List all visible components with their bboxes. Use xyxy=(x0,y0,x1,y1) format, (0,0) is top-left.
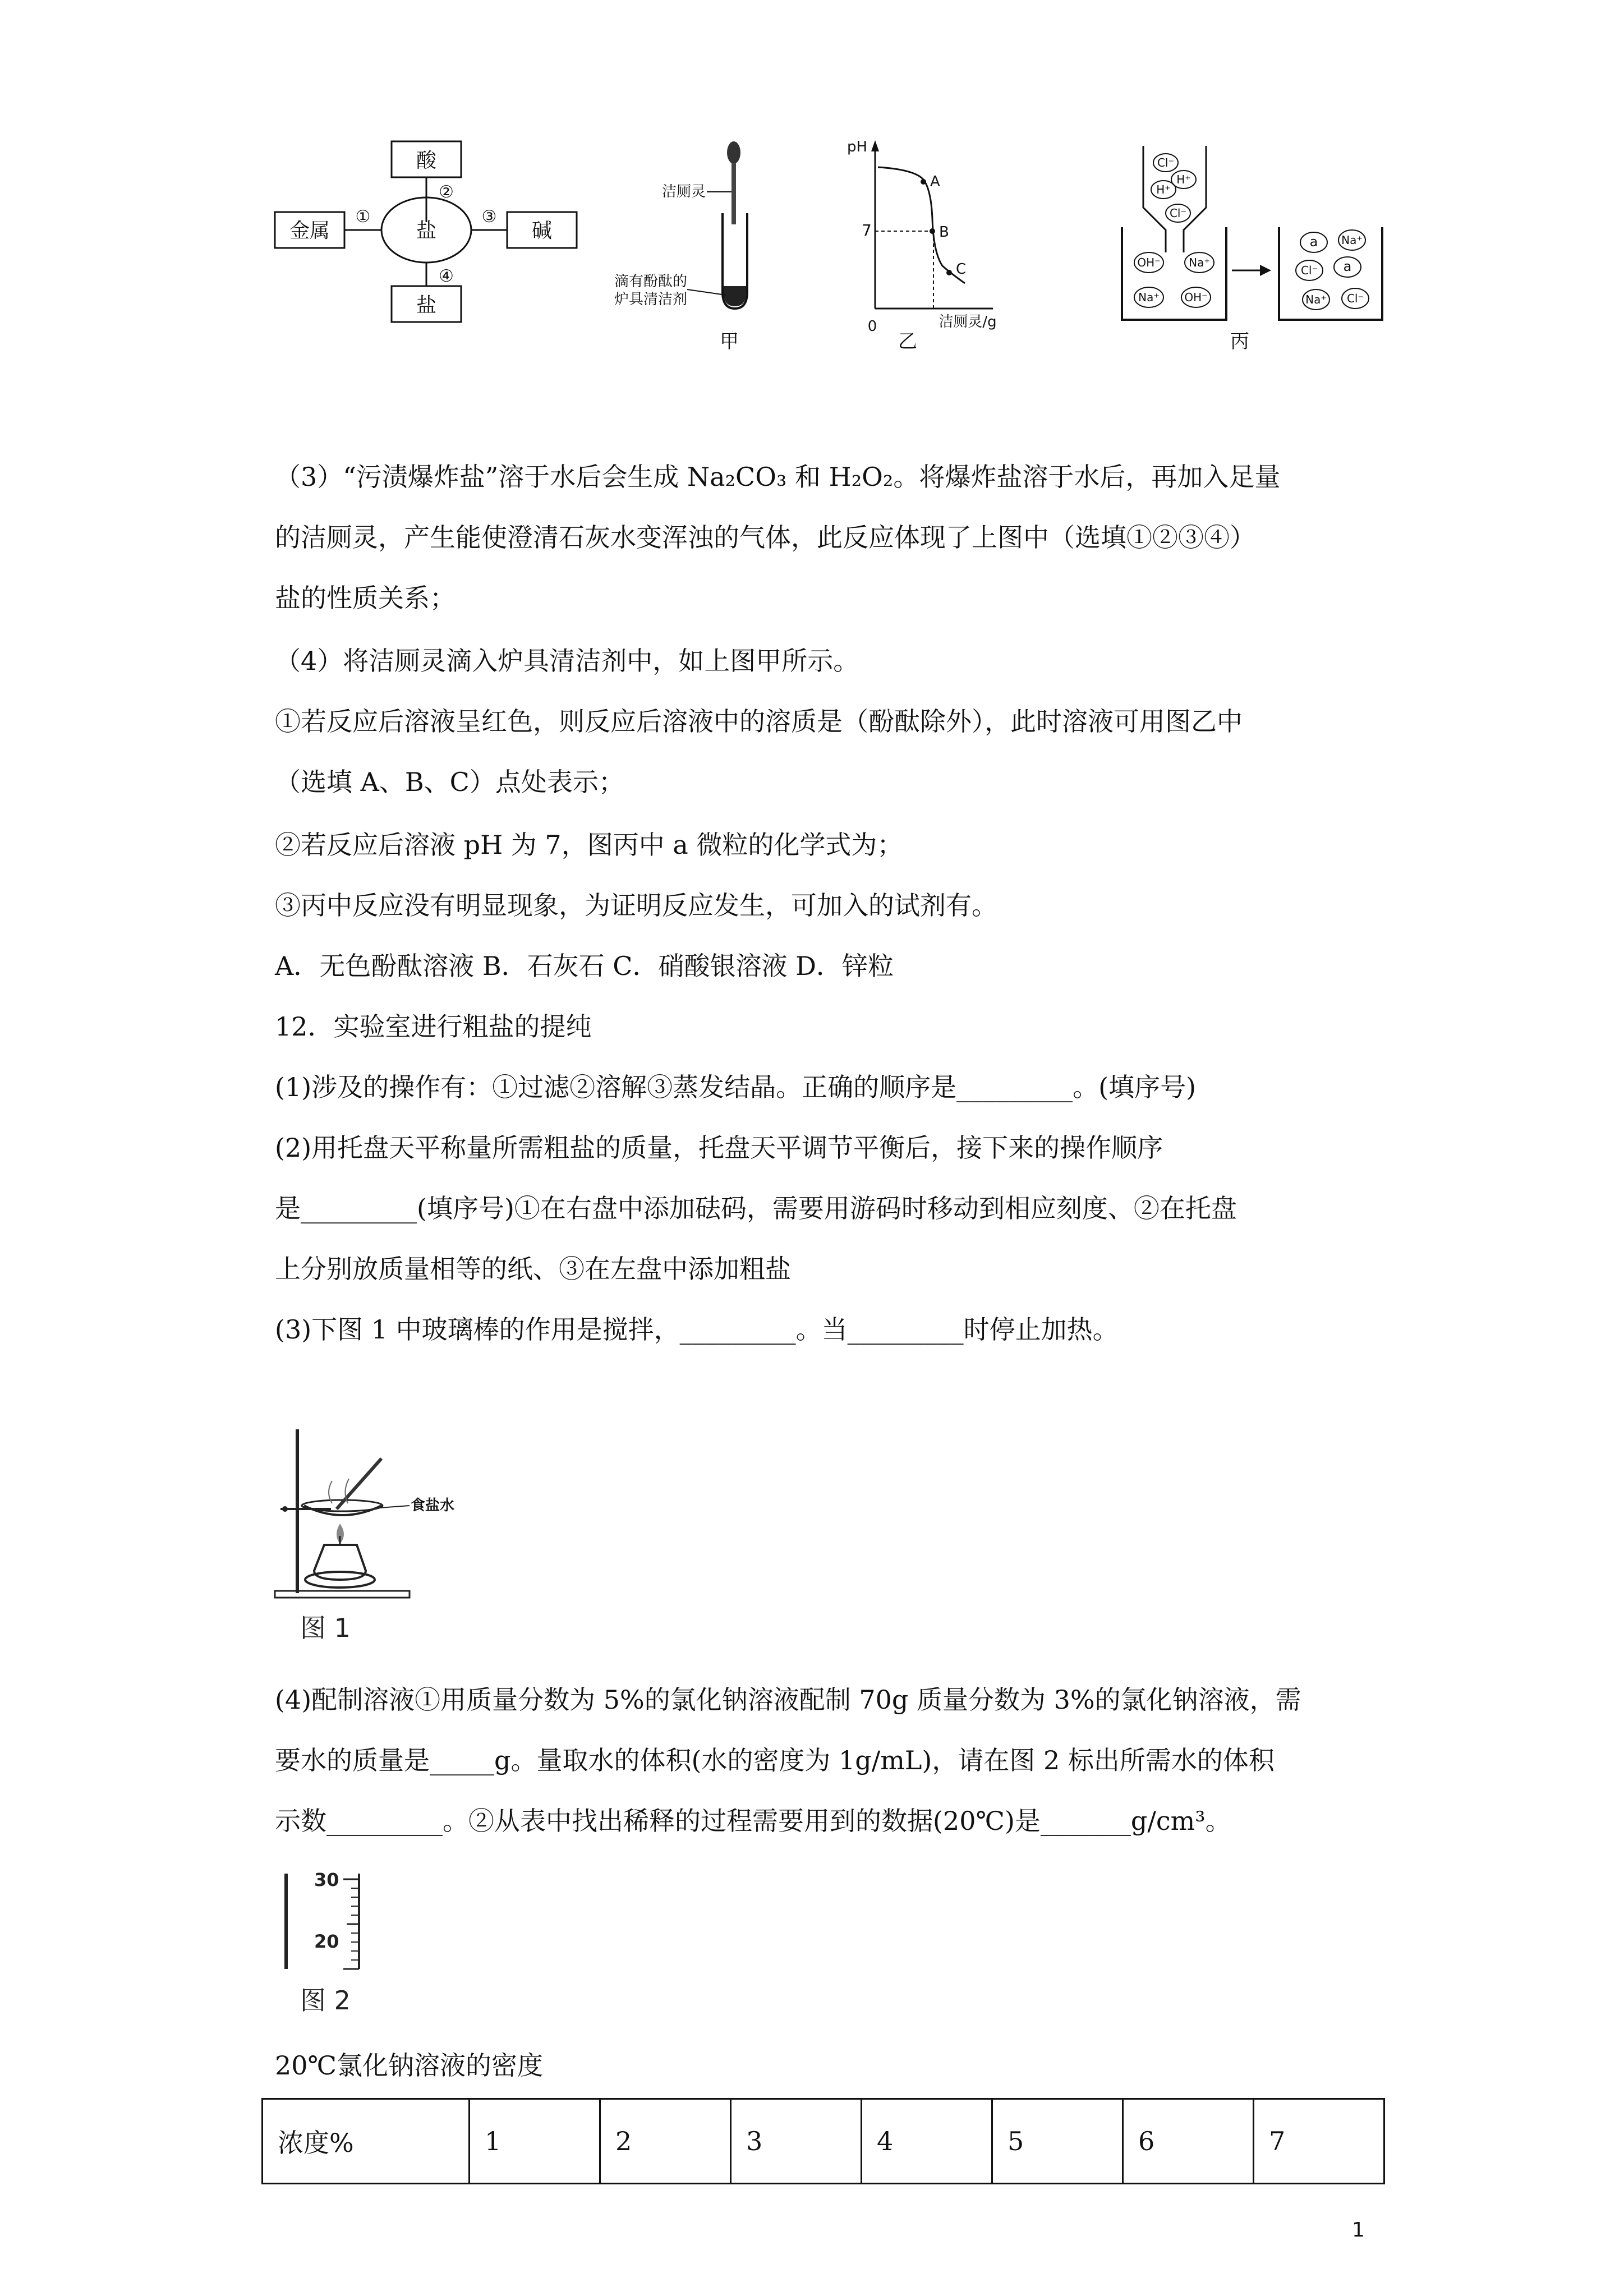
figure-2-cylinder xyxy=(275,1868,387,1975)
svg-text:Cl⁻: Cl⁻ xyxy=(1346,292,1364,305)
yi-point-c: C xyxy=(956,261,967,278)
text-line: 盐的性质关系； xyxy=(275,583,456,613)
table-row xyxy=(263,2099,1384,2184)
text-line: （选填 A、B、C）点处表示； xyxy=(275,767,624,797)
yi-point-a: A xyxy=(930,173,940,190)
figure-yi xyxy=(847,139,997,353)
text-line: （4）将洁厕灵滴入炉具清洁剂中，如上图甲所示。 xyxy=(275,646,859,676)
figure-1-caption: 图 1 xyxy=(300,1613,351,1643)
salt-bottom-label: 盐 xyxy=(416,294,437,317)
text-line: 12．实验室进行粗盐的提纯 xyxy=(275,1011,592,1042)
table-header-cell: 浓度% xyxy=(263,2099,470,2184)
text-line: 示数_________。②从表中找出稀释的过程需要用到的数据(20℃)是_______g/cm³。 xyxy=(275,1806,1231,1836)
table-cell: 6 xyxy=(1123,2099,1254,2184)
text-line: A．无色酚酞溶液 B．石灰石 C．硝酸银溶液 D．锌粒 xyxy=(275,951,894,981)
text-line: (1)涉及的操作有：①过滤②溶解③蒸发结晶。正确的顺序是_________。(填序号) xyxy=(275,1072,1197,1102)
table-cell: 2 xyxy=(600,2099,731,2184)
table-cell: 4 xyxy=(862,2099,992,2184)
figure-1-label: 食盐水 xyxy=(411,1497,455,1514)
cylinder-tick-30: 30 xyxy=(314,1869,339,1890)
bing-caption: 丙 xyxy=(1230,330,1249,353)
svg-text:Na⁺: Na⁺ xyxy=(1138,291,1160,304)
jia-caption: 甲 xyxy=(720,330,739,353)
jia-label-bottom-1: 滴有酚酞的 xyxy=(614,273,688,290)
text-line: (3)下图 1 中玻璃棒的作用是搅拌，_________。当_________时停止加热。 xyxy=(275,1314,1119,1345)
table-cell: 7 xyxy=(1254,2099,1384,2184)
salt-center-label: 盐 xyxy=(416,219,437,242)
jia-label-bottom-2: 炉具清洁剂 xyxy=(614,291,688,308)
relation-2-label: ② xyxy=(439,182,454,202)
yi-seven-label: 7 xyxy=(862,221,872,240)
jia-label-top: 洁厕灵 xyxy=(662,183,706,200)
figure-jia xyxy=(614,141,747,353)
relation-4-label: ④ xyxy=(439,266,454,286)
yi-y-label: pH xyxy=(847,139,868,155)
text-line: （3）“污渍爆炸盐”溶于水后会生成 Na₂CO₃ 和 H₂O₂。将爆炸盐溶于水后，再加入足量 xyxy=(275,462,1281,492)
salt-relation-diagram xyxy=(275,141,577,322)
text-line: (2)用托盘天平称量所需粗盐的质量，托盘天平调节平衡后，接下来的操作顺序 xyxy=(275,1133,1163,1163)
relation-3-label: ③ xyxy=(481,207,497,227)
svg-text:a: a xyxy=(1343,259,1352,274)
cylinder-tick-20: 20 xyxy=(314,1931,339,1952)
text-line: 的洁厕灵，产生能使澄清石灰水变浑浊的气体，此反应体现了上图中（选填①②③④） xyxy=(275,522,1255,553)
acid-label: 酸 xyxy=(416,149,437,172)
text-line: 要水的质量是_____g。量取水的体积(水的密度为 1g/mL)，请在图 2 标出所需水的体积 xyxy=(275,1745,1275,1775)
svg-text:H⁺: H⁺ xyxy=(1176,173,1191,186)
text-line: 上分别放质量相等的纸、③在左盘中添加粗盐 xyxy=(275,1254,791,1284)
text-line: 是_________(填序号)①在右盘中添加砝码，需要用游码时移动到相应刻度、②在托盘 xyxy=(275,1193,1237,1223)
svg-text:Na⁺: Na⁺ xyxy=(1305,293,1327,306)
figure-2-caption: 图 2 xyxy=(300,1985,351,2016)
yi-x-label: 洁厕灵/g xyxy=(938,314,997,330)
top-figure xyxy=(264,123,1391,370)
svg-text:OH⁻: OH⁻ xyxy=(1137,256,1161,269)
relation-1-label: ① xyxy=(355,207,371,227)
text-line: ③丙中反应没有明显现象，为证明反应发生，可加入的试剂有。 xyxy=(275,890,997,921)
svg-text:Na⁺: Na⁺ xyxy=(1341,233,1363,247)
text-line: ②若反应后溶液 pH 为 7，图丙中 a 微粒的化学式为； xyxy=(275,830,903,860)
page-number: 1 xyxy=(1352,2219,1365,2242)
table-cell: 5 xyxy=(992,2099,1123,2184)
table-title: 20℃氯化钠溶液的密度 xyxy=(275,2050,543,2081)
svg-text:Cl⁻: Cl⁻ xyxy=(1169,206,1187,220)
svg-text:Cl⁻: Cl⁻ xyxy=(1157,156,1175,169)
svg-text:a: a xyxy=(1309,234,1318,250)
table-cell: 3 xyxy=(731,2099,862,2184)
base-label: 碱 xyxy=(531,219,553,242)
yi-zero-label: 0 xyxy=(867,318,877,335)
figure-bing xyxy=(1122,146,1382,353)
svg-text:Cl⁻: Cl⁻ xyxy=(1300,264,1318,277)
svg-text:Na⁺: Na⁺ xyxy=(1189,256,1210,269)
text-line: ①若反应后溶液呈红色，则反应后溶液中的溶质是（酚酞除外），此时溶液可用图乙中 xyxy=(275,706,1243,737)
svg-text:OH⁻: OH⁻ xyxy=(1184,291,1208,304)
metal-label: 金属 xyxy=(289,219,330,242)
text-line: (4)配制溶液①用质量分数为 5%的氯化钠溶液配制 70g 质量分数为 3%的氯化钠溶液，需 xyxy=(275,1685,1301,1715)
yi-caption: 乙 xyxy=(898,330,917,353)
svg-text:H⁺: H⁺ xyxy=(1156,183,1171,196)
table-cell: 1 xyxy=(470,2099,600,2184)
density-table xyxy=(261,2098,1385,2184)
figure-1-evaporation xyxy=(269,1425,455,1610)
yi-point-b: B xyxy=(939,224,949,241)
